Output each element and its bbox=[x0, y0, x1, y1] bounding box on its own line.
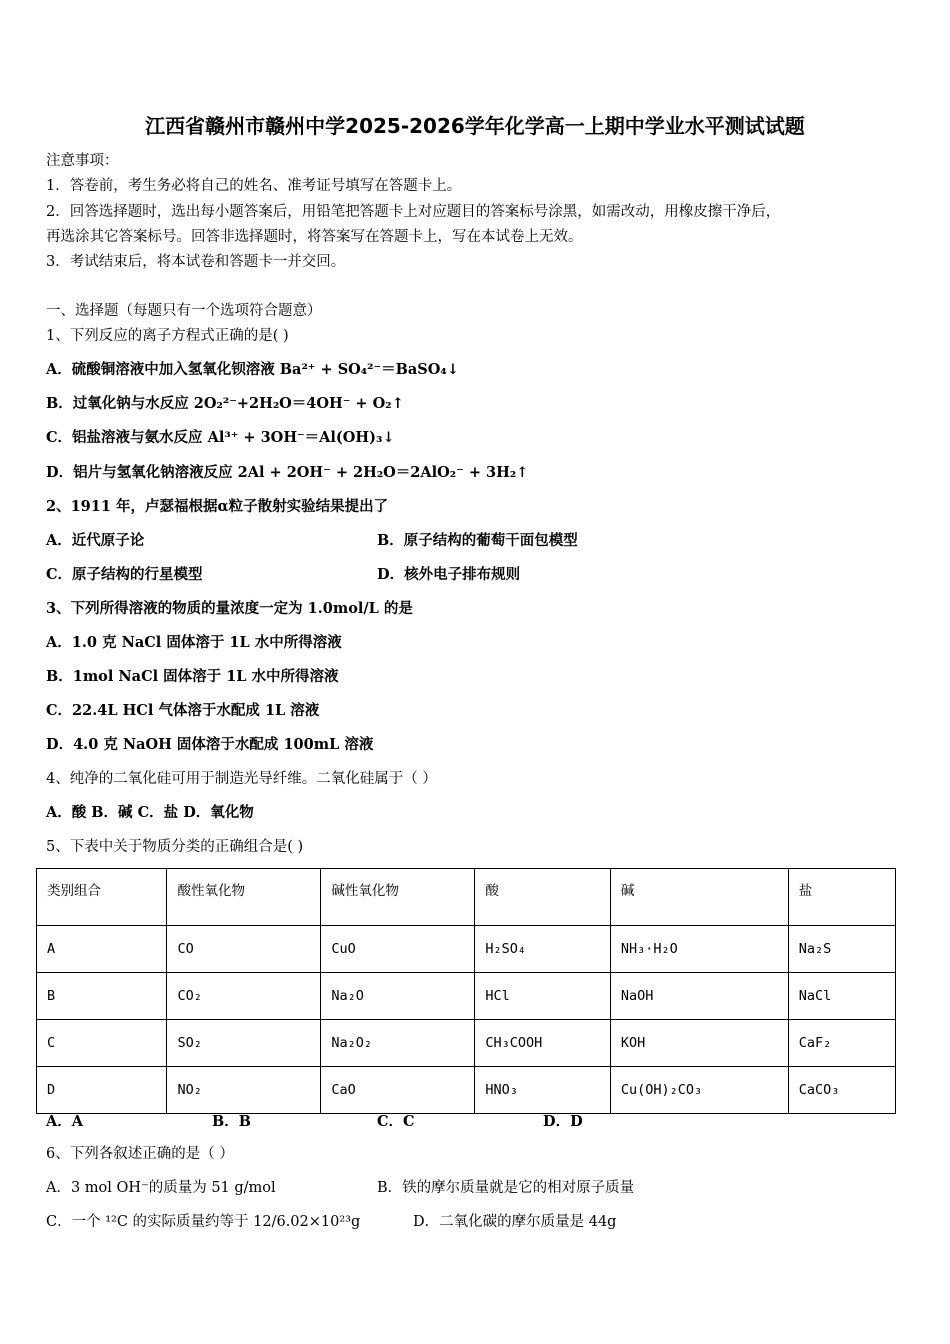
q2-option-a: A．近代原子论 bbox=[46, 532, 145, 549]
table-cell: CO₂ bbox=[167, 973, 321, 1020]
table-cell: NO₂ bbox=[167, 1067, 321, 1114]
q3-option-c: C．22.4L HCl 气体溶于水配成 1L 溶液 bbox=[46, 702, 320, 719]
q6-option-c: C．一个 ¹²C 的实际质量约等于 12/6.02×10²³g bbox=[46, 1214, 361, 1230]
table-cell: HCl bbox=[475, 973, 611, 1020]
note-2a: 2．回答选择题时，选出每小题答案后，用铅笔把答题卡上对应题目的答案标号涂黑，如需改动，用橡皮擦干净后， bbox=[46, 204, 781, 220]
q6-stem: 6、下列各叙述正确的是（ ） bbox=[46, 1146, 234, 1162]
table-cell: CaO bbox=[321, 1067, 475, 1114]
table-cell: CaCO₃ bbox=[788, 1067, 895, 1114]
q3-option-d: D．4.0 克 NaOH 固体溶于水配成 100mL 溶液 bbox=[46, 736, 374, 753]
table-cell: A bbox=[37, 926, 167, 973]
q1-stem: 1、下列反应的离子方程式正确的是( ) bbox=[46, 328, 289, 344]
q2-option-c: C．原子结构的行星模型 bbox=[46, 566, 203, 583]
table-row bbox=[37, 973, 896, 1020]
q3-option-a: A．1.0 克 NaCl 固体溶于 1L 水中所得溶液 bbox=[46, 634, 342, 651]
table-cell: HNO₃ bbox=[475, 1067, 611, 1114]
q3-stem: 3、下列所得溶液的物质的量浓度一定为 1.0mol/L 的是 bbox=[46, 600, 413, 617]
table-header: 酸 bbox=[475, 869, 611, 926]
q5-option-c: C．C bbox=[377, 1113, 415, 1130]
table-header: 酸性氧化物 bbox=[167, 869, 321, 926]
table-header: 碱性氧化物 bbox=[321, 869, 475, 926]
table-cell: CH₃COOH bbox=[475, 1020, 611, 1067]
table-cell: CaF₂ bbox=[788, 1020, 895, 1067]
q6-option-d: D．二氧化碳的摩尔质量是 44g bbox=[413, 1214, 617, 1230]
q4-options: A．酸 B．碱 C．盐 D．氧化物 bbox=[46, 804, 254, 821]
classification-table bbox=[36, 868, 896, 1114]
q2-option-b: B．原子结构的葡萄干面包模型 bbox=[377, 532, 578, 549]
table-cell: SO₂ bbox=[167, 1020, 321, 1067]
q2-option-d: D．核外电子排布规则 bbox=[377, 566, 521, 583]
q6-option-b: B．铁的摩尔质量就是它的相对原子质量 bbox=[377, 1180, 635, 1196]
table-header: 类别组合 bbox=[37, 869, 167, 926]
notes-heading: 注意事项： bbox=[46, 153, 119, 169]
table-row bbox=[37, 1020, 896, 1067]
table-row bbox=[37, 1067, 896, 1114]
table-cell: CuO bbox=[321, 926, 475, 973]
table-cell: B bbox=[37, 973, 167, 1020]
section-heading: 一、选择题（每题只有一个选项符合题意） bbox=[46, 303, 322, 319]
q1-option-a: A．硫酸铜溶液中加入氢氧化钡溶液 Ba²⁺ + SO₄²⁻＝BaSO₄↓ bbox=[46, 361, 459, 378]
table-cell: C bbox=[37, 1020, 167, 1067]
table-header: 盐 bbox=[788, 869, 895, 926]
table-cell: Na₂S bbox=[788, 926, 895, 973]
q3-option-b: B．1mol NaCl 固体溶于 1L 水中所得溶液 bbox=[46, 668, 339, 685]
table-row bbox=[37, 926, 896, 973]
note-1: 1．答卷前，考生务必将自己的姓名、准考证号填写在答题卡上。 bbox=[46, 178, 462, 194]
q2-stem: 2、1911 年，卢瑟福根据α粒子散射实验结果提出了 bbox=[46, 498, 389, 515]
page-title: 江西省赣州市赣州中学2025-2026学年化学高一上期中学业水平测试试题 bbox=[145, 114, 805, 138]
q5-option-d: D．D bbox=[543, 1113, 583, 1130]
q1-option-d: D．铝片与氢氧化钠溶液反应 2Al + 2OH⁻ + 2H₂O＝2AlO₂⁻ + 3H₂↑ bbox=[46, 464, 529, 481]
table-cell: Na₂O₂ bbox=[321, 1020, 475, 1067]
note-2b: 再选涂其它答案标号。回答非选择题时，将答案写在答题卡上，写在本试卷上无效。 bbox=[46, 229, 583, 245]
table-cell: Na₂O bbox=[321, 973, 475, 1020]
table-cell: H₂SO₄ bbox=[475, 926, 611, 973]
table-cell: KOH bbox=[610, 1020, 788, 1067]
table-cell: NaOH bbox=[610, 973, 788, 1020]
q5-option-b: B．B bbox=[212, 1113, 252, 1130]
table-cell: NaCl bbox=[788, 973, 895, 1020]
q1-option-c: C．铝盐溶液与氨水反应 Al³⁺ + 3OH⁻＝Al(OH)₃↓ bbox=[46, 429, 395, 446]
table-cell: CO bbox=[167, 926, 321, 973]
q6-option-a: A．3 mol OH⁻的质量为 51 g/mol bbox=[46, 1180, 276, 1196]
q5-stem: 5、下表中关于物质分类的正确组合是( ) bbox=[46, 839, 304, 855]
table-cell: NH₃·H₂O bbox=[610, 926, 788, 973]
table-header: 碱 bbox=[610, 869, 788, 926]
table-cell: D bbox=[37, 1067, 167, 1114]
q1-option-b: B．过氧化钠与水反应 2O₂²⁻+2H₂O＝4OH⁻ + O₂↑ bbox=[46, 395, 404, 412]
table-cell: Cu(OH)₂CO₃ bbox=[610, 1067, 788, 1114]
note-3: 3．考试结束后，将本试卷和答题卡一并交回。 bbox=[46, 254, 346, 270]
table-header-row bbox=[37, 869, 896, 926]
q4-stem: 4、纯净的二氧化硅可用于制造光导纤维。二氧化硅属于（ ） bbox=[46, 771, 437, 787]
q5-option-a: A．A bbox=[46, 1113, 84, 1130]
